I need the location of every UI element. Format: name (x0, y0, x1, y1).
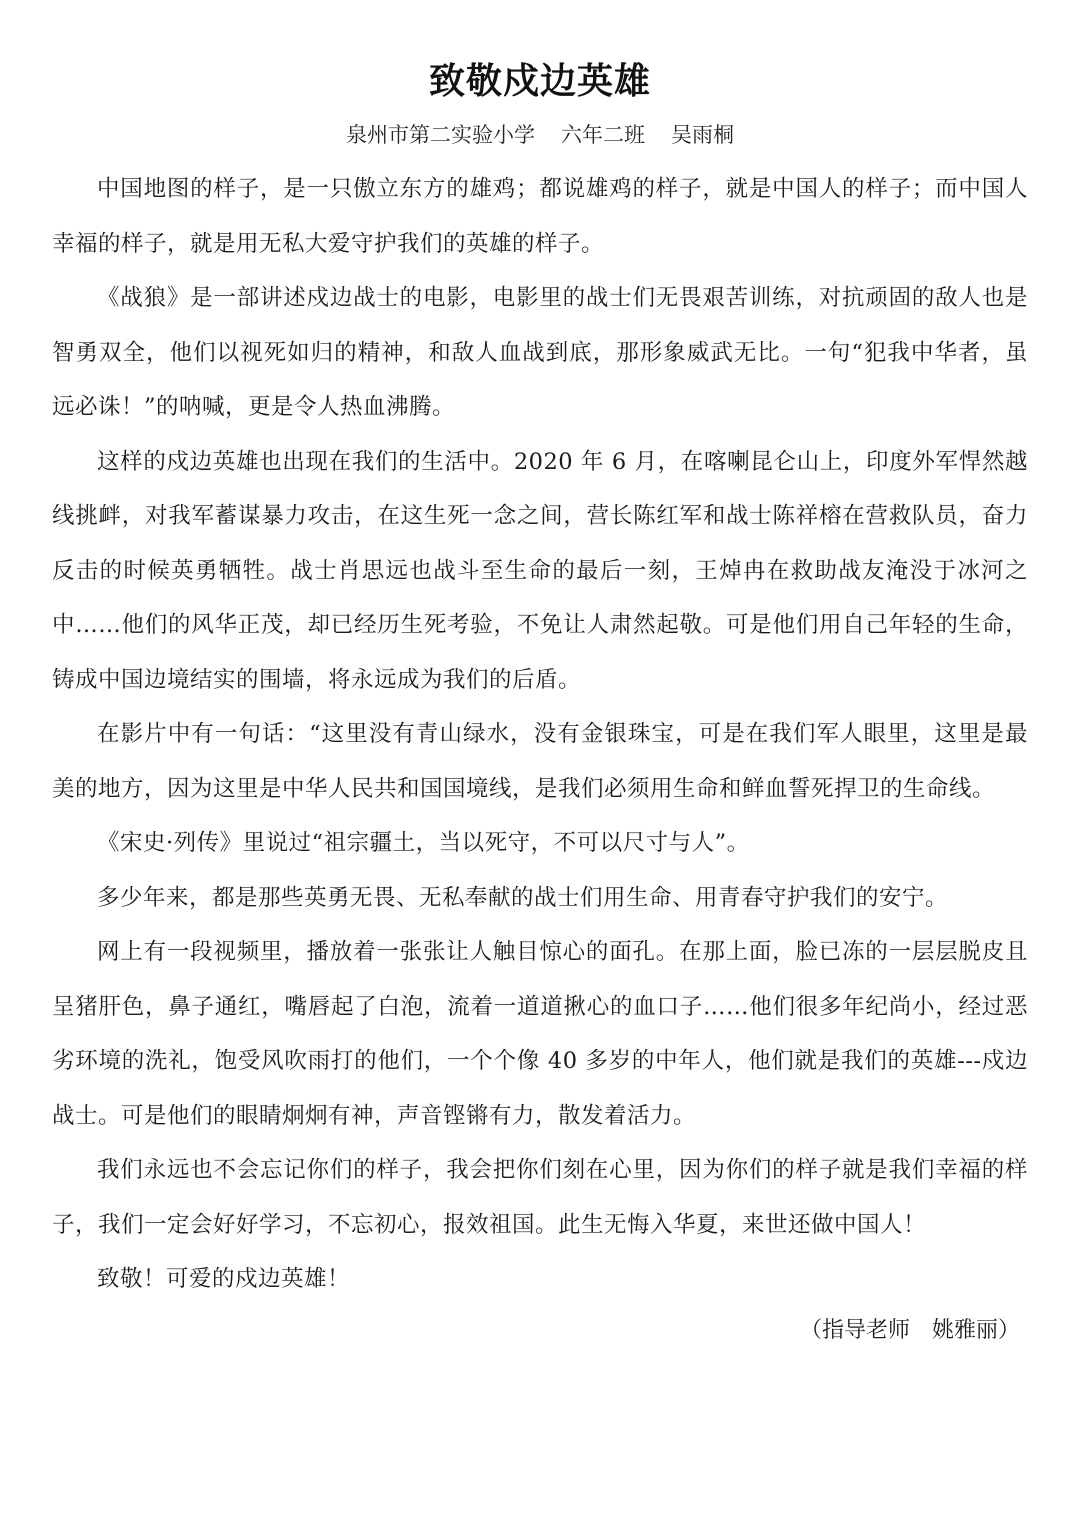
paragraph: 我们永远也不会忘记你们的样子，我会把你们刻在心里，因为你们的样子就是我们幸福的样子，我们一定会好好学习，不忘初心，报效祖国。此生无悔入华夏，来世还做中国人！ (52, 1157, 1028, 1238)
paragraph: 《宋史·列传》里说过“祖宗疆土，当以死守，不可以尺寸与人”。 (97, 830, 750, 856)
paragraph: 多少年来，都是那些英勇无畏、无私奉献的战士们用生命、用青春守护我们的安宁。 (97, 884, 949, 911)
document-body (52, 162, 1028, 1307)
paragraph: 这样的戍边英雄也出现在我们的生活中。2020 年 6 月，在喀喇昆仑山上，印度外军悍然越线挑衅，对我军蓄谋暴力攻击，在这生死一念之间，营长陈红军和战士陈祥榕在营救队员，奋力反击的时候英勇牺牲。战士肖思远也战斗至生命的最后一刻，王焯冉在救助战友淹没于冰河之中……他们的风华正茂，却已经历生死考验，不免让人肃然起敬。可是他们用自己年轻的生命，铸成中国边境结实的围墙，将永远成为我们的后盾。 (52, 448, 1028, 693)
paragraph: 《战狼》是一部讲述戍边战士的电影，电影里的战士们无畏艰苦训练，对抗顽固的敌人也是智勇双全，他们以视死如归的精神，和敌人血战到底，那形象威武无比。一句“犯我中华者，虽远必诛！”的呐喊，更是令人热血沸腾。 (52, 285, 1028, 420)
paragraph: 中国地图的样子，是一只傲立东方的雄鸡；都说雄鸡的样子，就是中国人的样子；而中国人幸福的样子，就是用无私大爱守护我们的英雄的样子。 (52, 176, 1028, 257)
byline-author: 吴雨桐 (671, 123, 734, 147)
byline-class: 六年二班 (561, 123, 645, 147)
paragraph: 在影片中有一句话：“这里没有青山绿水，没有金银珠宝，可是在我们军人眼里，这里是最美的地方，因为这里是中华人民共和国国境线，是我们必须用生命和鲜血誓死捍卫的生命线。 (52, 721, 1028, 802)
byline (52, 120, 1028, 150)
paragraph: 网上有一段视频里，播放着一张张让人触目惊心的面孔。在那上面，脸已冻的一层层脱皮且呈猪肝色，鼻子通红，嘴唇起了白泡，流着一道道揪心的血口子……他们很多年纪尚小，经过恶劣环境的洗礼，饱受风吹雨打的他们，一个个像 40 多岁的中年人，他们就是我们的英雄---戍边战士。可是他们的眼睛炯炯有神，声音铿锵有力，散发着活力。 (52, 939, 1028, 1129)
byline-school: 泉州市第二实验小学 (346, 123, 535, 147)
document-title: 致敬戍边英雄 (428, 61, 651, 102)
paragraph: 致敬！可爱的戍边英雄！ (97, 1266, 351, 1292)
advisor-signoff: （指导老师 姚雅丽） (799, 1317, 1020, 1343)
